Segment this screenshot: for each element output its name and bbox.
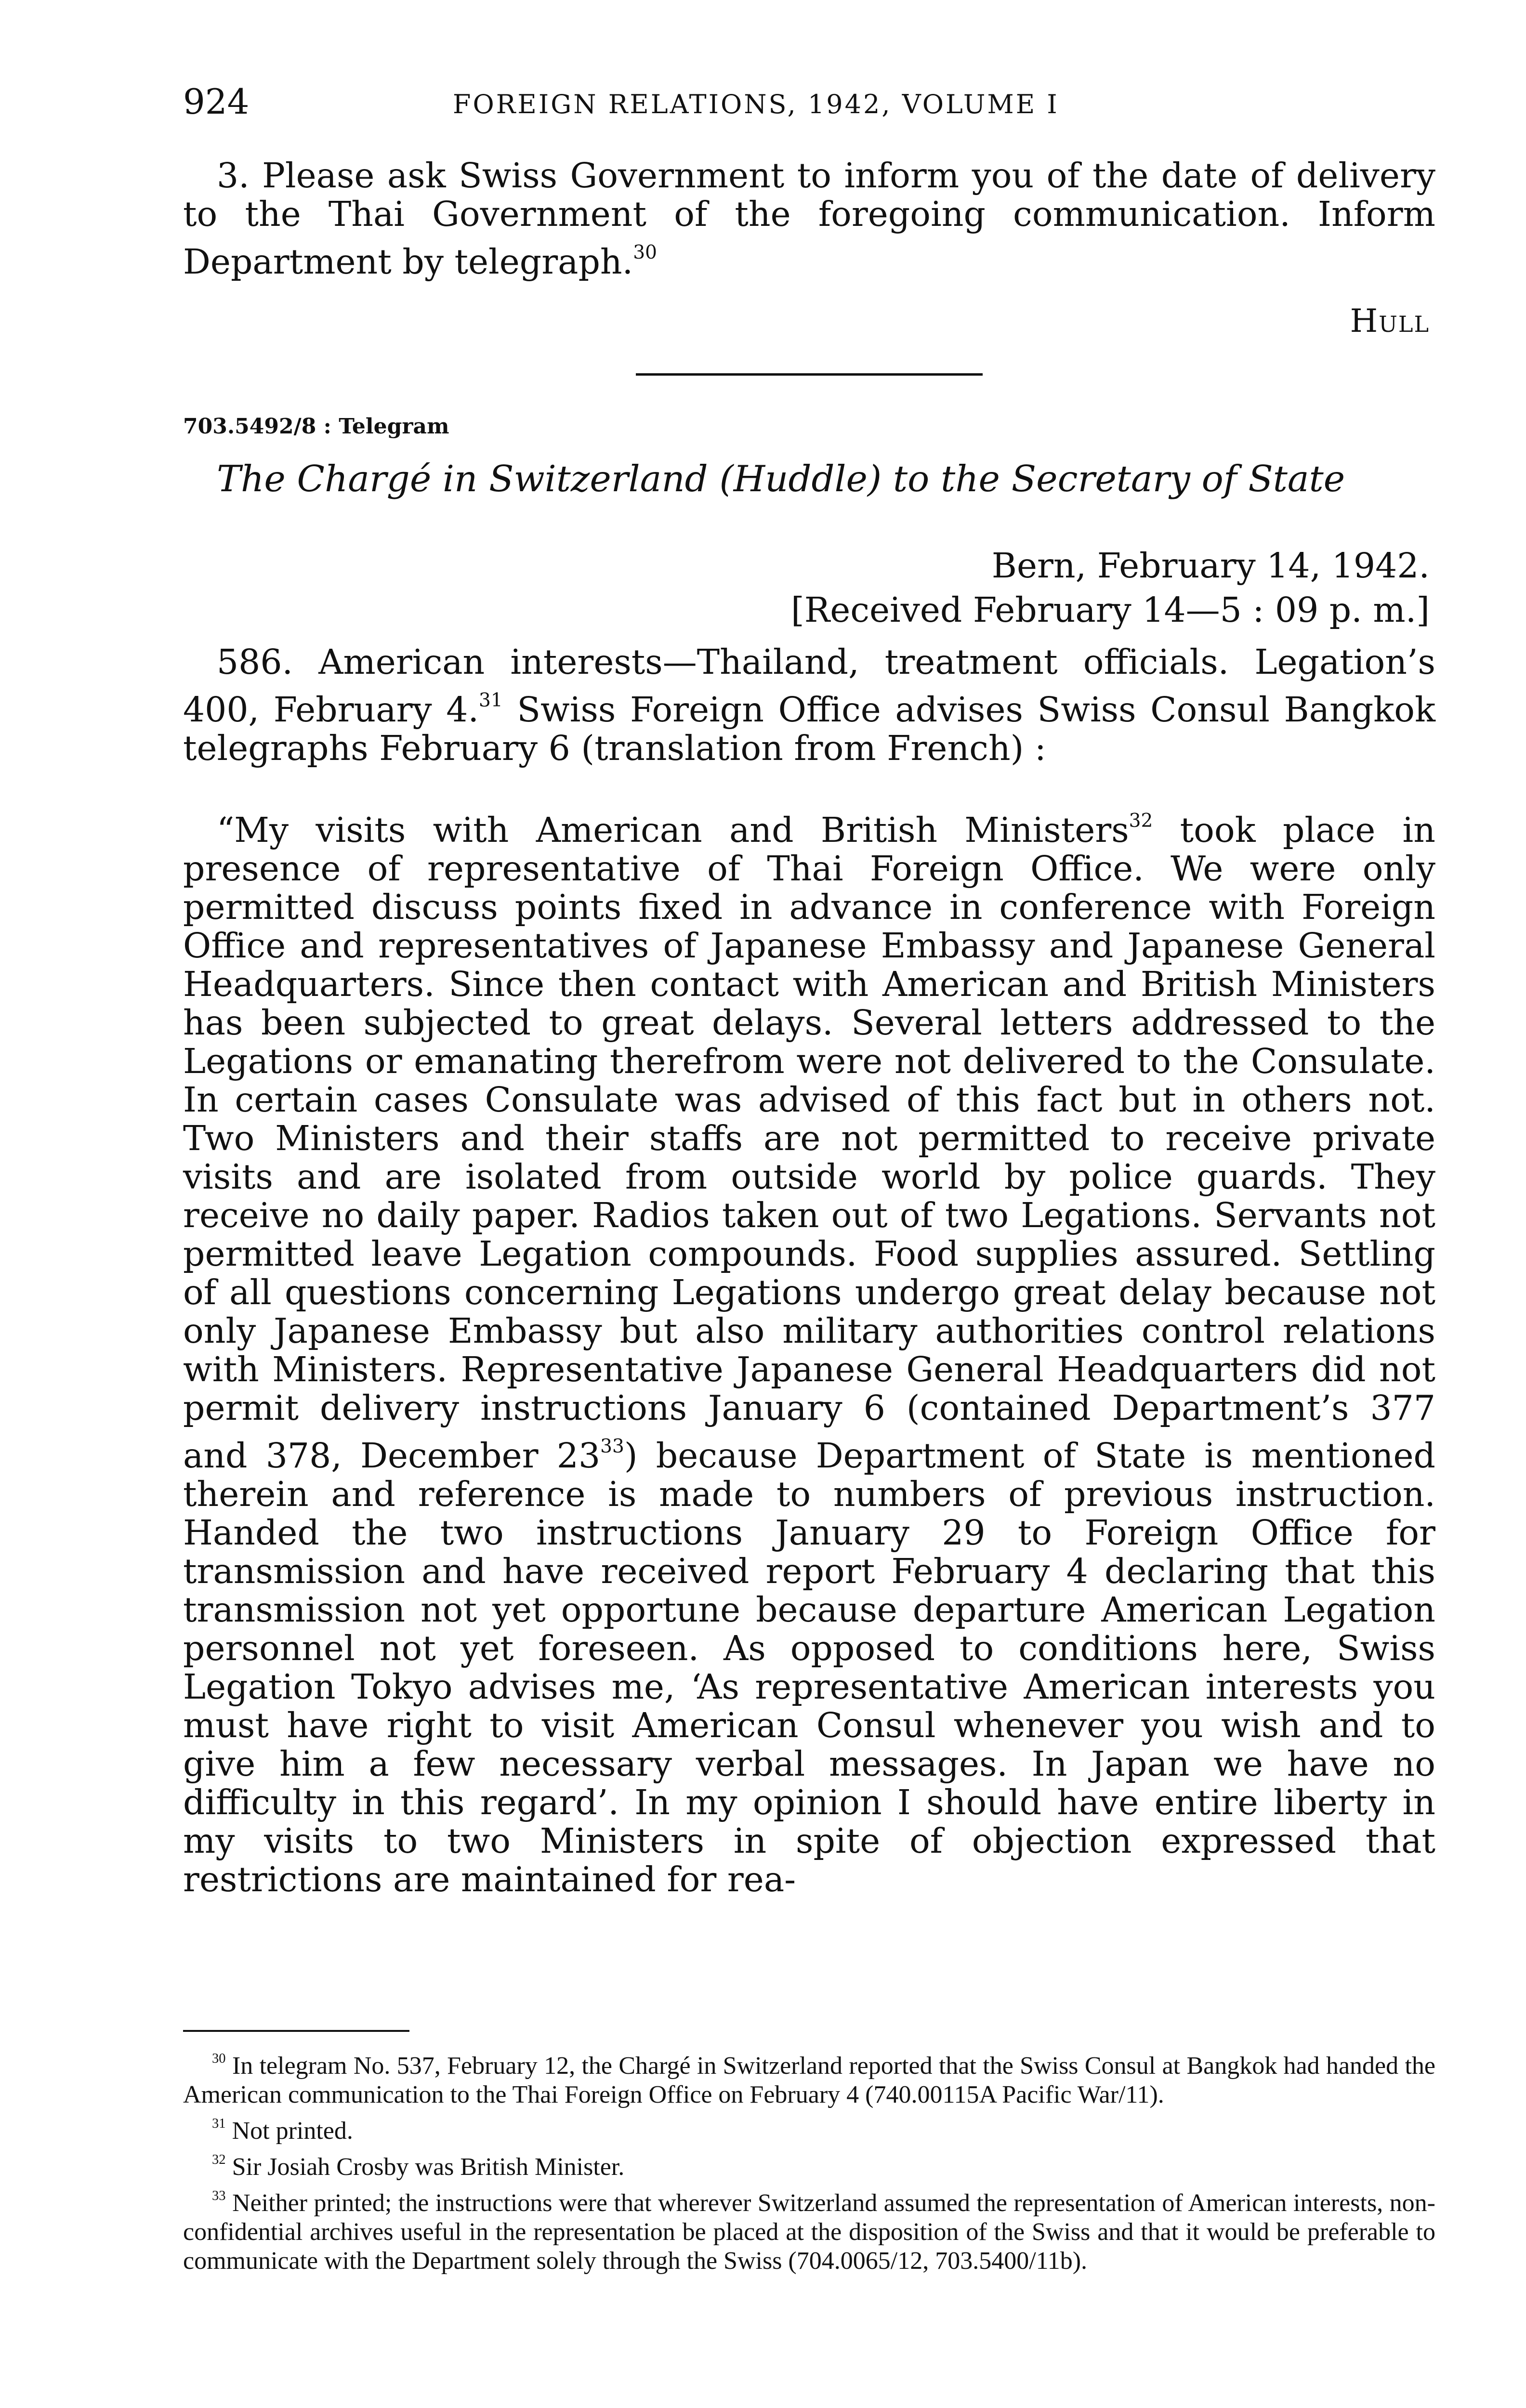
signature: Hull	[1350, 302, 1430, 340]
footnote-ref-32: 32	[1129, 810, 1153, 832]
page-number: 924	[183, 81, 250, 122]
intro-paragraph	[183, 643, 1435, 768]
intro-text: 586. American interests—Thailand, treatment officials. Legation’s 400, February 4.	[183, 642, 1435, 730]
file-reference: 703.5492/8 : Telegram	[183, 414, 449, 439]
footnote-ref-33: 33	[600, 1436, 624, 1458]
footnote-32: $^{32}$ Sir Josiah Crosby was British Minister.	[212, 2152, 625, 2181]
quote-text-cont: took place in presence of representative of Thai Foreign Office. We were only permitted discuss points fixed in advance in conference with Foreign Office and representatives of Japanese Embassy and Japanese General Headquarters. Since then contact with American and British Ministers has been subjected to great delays. Several letters addressed to the Legations or emanating therefrom were not delivered to the Consulate. In certain cases Consulate was advised of this fact but in others not. Two Ministers and their staffs are not permitted to receive private visits and are isolated from outside world by police guards. They receive no daily paper. Radios taken out of two Legations. Servants not permitted leave Legation compounds. Food supplies assured. Settling of all questions concerning Legations undergo great delay because not only Japanese Embassy but also military authorities control relations with Ministers. Representative Japanese General Headquarters did not permit delivery instructions January 6 (contained Department’s 377 and 378, December 23	[183, 810, 1435, 1476]
running-head: FOREIGN RELATIONS, 1942, VOLUME I	[453, 89, 1059, 119]
footnote-ref-30: 30	[633, 242, 657, 263]
footnote-31: $^{31}$ Not printed.	[212, 2116, 353, 2145]
footnote-divider	[183, 2030, 409, 2032]
quote-text: “My visits with American and British Ministers	[217, 810, 1129, 851]
received-line: [Received February 14—5 : 09 p. m.]	[791, 590, 1430, 630]
footnote-33: $^{33}$ Neither printed; the instructions were that wherever Switzerland assumed the representation of American interests, non-confidential archives useful in the representation be placed at the disposition of the Swiss and that it would be preferable to communicate with the Department solely through the Swiss (704.0065/12, 703.5400/11b).	[183, 2188, 1435, 2275]
intro-text-cont: Swiss Foreign Office advises Swiss Consul Bangkok telegraphs February 6 (translation from French) :	[183, 690, 1435, 769]
instruction-paragraph	[183, 157, 1435, 281]
quote-text-end: ) because Department of State is mentioned therein and reference is made to numbers of previous instruction. Handed the two instructions January 29 to Foreign Office for transmission and have received report February 4 declaring that this transmission not yet opportune because departure American Legation personnel not yet foreseen. As opposed to conditions here, Swiss Legation Tokyo advises me, ‘As representative American interests you must have right to visit American Consul whenever you wish and to give him a few necessary verbal messages. In Japan we have no difficulty in this regard’. In my opinion I should have entire liberty in my visits to two Ministers in spite of objection expressed that restrictions are maintained for rea-	[183, 1436, 1435, 1900]
instruction-text: 3. Please ask Swiss Government to inform you of the date of delivery to the Thai Government of the foregoing communication. Inform Department by telegraph.	[183, 156, 1435, 282]
footnote-ref-31: 31	[479, 690, 503, 711]
document-heading: The Chargé in Switzerland (Huddle) to the Secretary of State	[217, 458, 1345, 500]
footnotes	[183, 2044, 1435, 2276]
footnote-30: $^{30}$ In telegram No. 537, February 12, the Chargé in Switzerland reported that the Swiss Consul at Bangkok had handed the American communication to the Thai Foreign Office on February 4 (740.00115A Pacific War/11).	[183, 2051, 1436, 2108]
section-divider	[636, 373, 983, 376]
page-header	[183, 81, 1435, 137]
dateline: Bern, February 14, 1942.	[991, 546, 1430, 586]
quoted-telegram	[183, 802, 1435, 1899]
